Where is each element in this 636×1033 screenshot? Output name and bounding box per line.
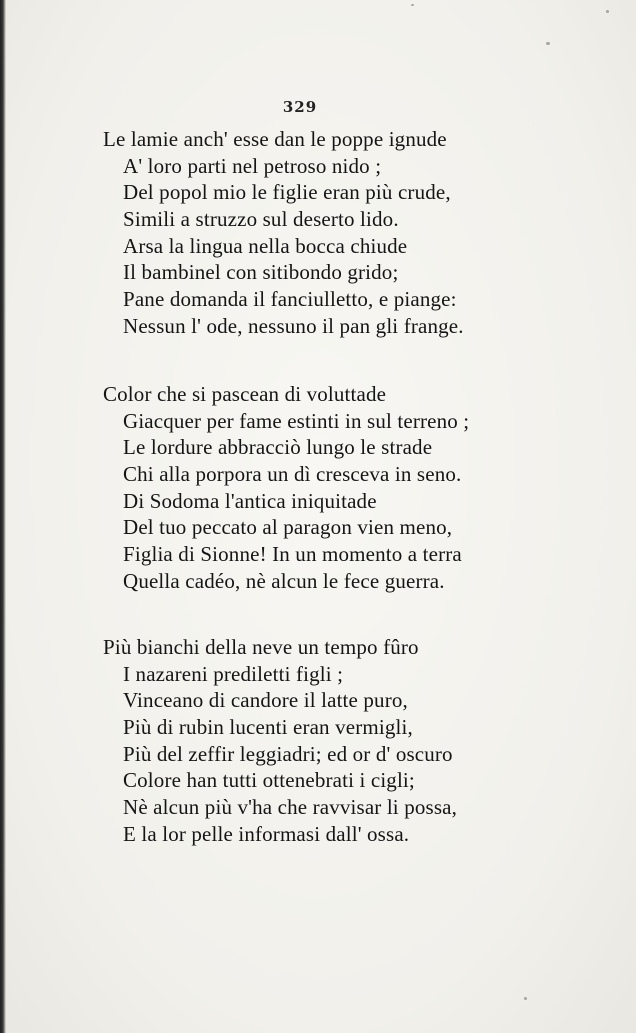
ink-speck <box>606 10 609 13</box>
verse-line: Nè alcun più v'ha che ravvisar li possa, <box>123 795 458 820</box>
verse-line: A' loro parti nel petroso nido ; <box>123 153 382 178</box>
verse-line: Quella cadéo, nè alcun le fece guerra. <box>123 568 445 593</box>
verse-line: Più bianchi della neve un tempo fûro <box>103 635 419 659</box>
stanza-1 <box>103 126 603 340</box>
stanza-2 <box>103 381 603 595</box>
verse-line: Le lamie anch' esse dan le poppe ignude <box>103 127 447 151</box>
verse-line: Del popol mio le figlie eran più crude, <box>123 180 451 205</box>
page-number: 329 <box>282 98 318 116</box>
verse-line: E la lor pelle informasi dall' ossa. <box>123 821 410 846</box>
ink-speck <box>524 997 527 1000</box>
verse-line: Color che si pascean di voluttade <box>103 382 387 406</box>
verse-line: Il bambinel con sitibondo grido; <box>123 260 399 285</box>
verse-line: Vinceano di candore il latte puro, <box>123 688 408 713</box>
verse-line: Nessun l' ode, nessuno il pan gli frange. <box>123 313 464 338</box>
ink-speck <box>411 4 414 6</box>
verse-line: Simili a struzzo sul deserto lido. <box>123 207 399 232</box>
verse-line: Colore han tutti ottenebrati i cigli; <box>123 768 415 793</box>
page-binding-edge <box>0 0 6 1033</box>
verse-line: Del tuo peccato al paragon vien meno, <box>123 515 453 540</box>
verse-line: Di Sodoma l'antica iniquitade <box>123 488 377 513</box>
verse-line: Più di rubin lucenti eran vermigli, <box>123 715 413 740</box>
verse-line: Figlia di Sionne! In un momento a terra <box>123 542 462 567</box>
stanza-3 <box>103 634 603 848</box>
verse-line: I nazareni prediletti figli ; <box>123 661 344 686</box>
verse-line: Le lordure abbracciò lungo le strade <box>123 435 433 460</box>
ink-speck <box>546 42 550 45</box>
verse-line: Arsa la lingua nella bocca chiude <box>123 233 408 258</box>
verse-line: Pane domanda il fanciulletto, e piange: <box>123 287 457 312</box>
verse-line: Più del zeffir leggiadri; ed or d' oscuro <box>123 741 453 766</box>
verse-line: Giacquer per fame estinti in sul terreno ; <box>123 408 470 433</box>
verse-line: Chi alla porpora un dì cresceva in seno. <box>123 462 462 487</box>
